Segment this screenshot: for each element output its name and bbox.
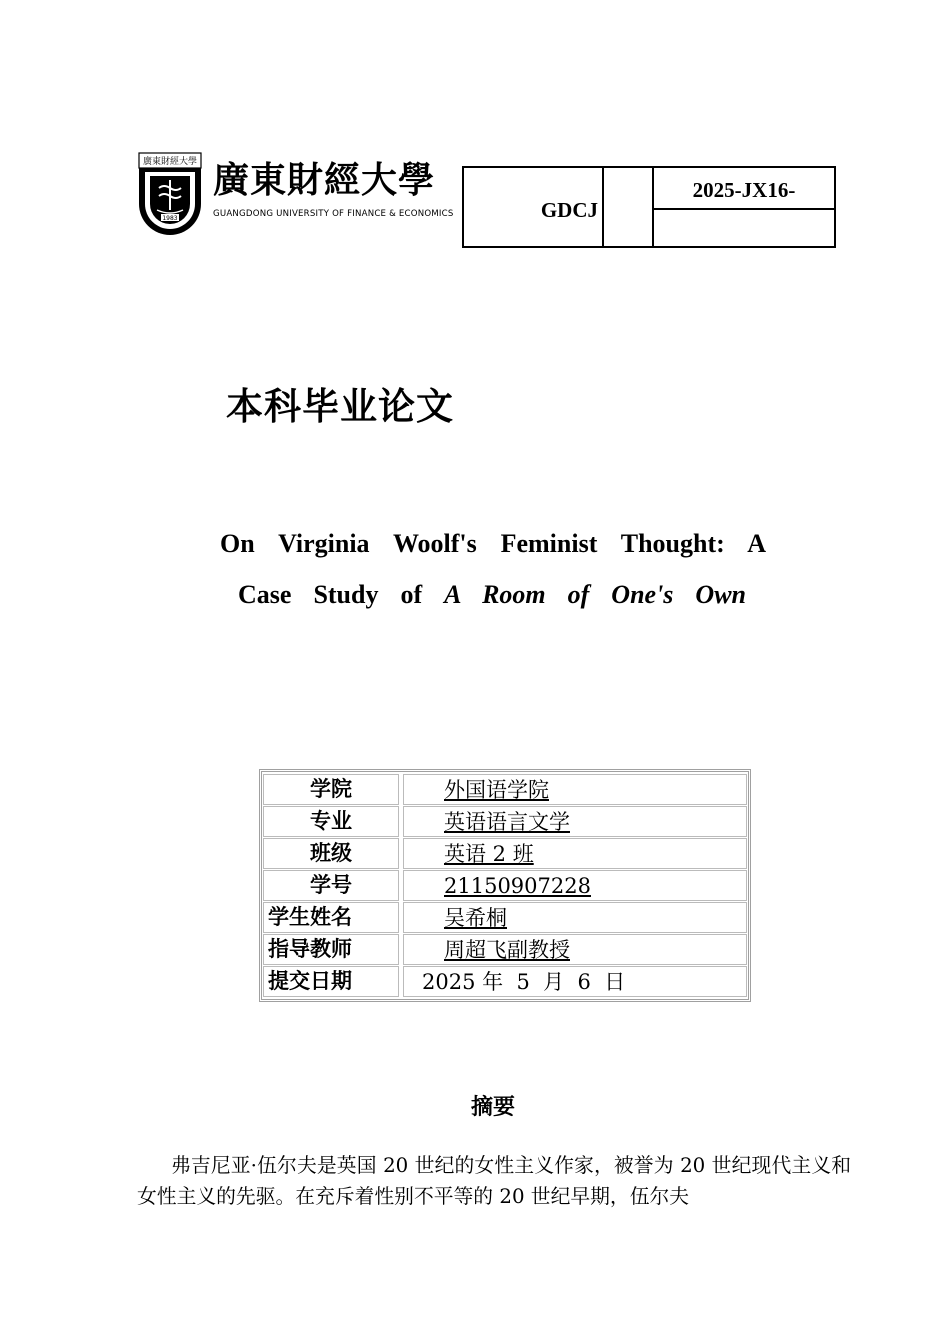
- table-row: [263, 902, 747, 933]
- thesis-title-line2-plain: Case Study of: [238, 580, 423, 609]
- code-prefix: GDCJ: [540, 198, 598, 222]
- info-value: 吴希桐: [403, 902, 747, 933]
- seal-year: 1983: [162, 215, 178, 222]
- document-code-box: [462, 166, 836, 248]
- info-value: 2025 年 5 月 6 日: [403, 966, 747, 997]
- info-value: 英语语言文学: [403, 806, 747, 837]
- thesis-title-line2-italic: A Room of One's Own: [444, 580, 747, 609]
- info-label: 指导教师: [263, 934, 399, 965]
- university-name-en: GUANGDONG UNIVERSITY OF FINANCE & ECONOMICS: [213, 209, 454, 219]
- thesis-title-line1: On Virginia Woolf's Feminist Thought: A: [220, 529, 766, 558]
- table-row: [263, 774, 747, 805]
- code-cell-blank: [604, 168, 654, 246]
- code-cell-prefix: [464, 168, 604, 246]
- info-label: 学生姓名: [263, 902, 399, 933]
- info-label: 学号: [263, 870, 399, 901]
- seal-text: 廣東財經大學: [142, 157, 198, 167]
- info-label: 专业: [263, 806, 399, 837]
- info-label: 提交日期: [263, 966, 399, 997]
- table-row: [263, 966, 747, 997]
- document-type-heading: 本科毕业论文: [226, 385, 454, 428]
- abstract-heading: 摘要: [470, 1095, 515, 1120]
- abstract-body: 弗吉尼亚·伍尔夫是英国 20 世纪的女性主义作家，被誉为 20 世纪现代主义和女性主义的先驱。在充斥着性别不平等的 20 世纪早期，伍尔夫: [137, 1154, 851, 1208]
- code-cell-number: [654, 168, 834, 210]
- thesis-title-line2: [238, 580, 746, 610]
- info-value: 外国语学院: [403, 774, 747, 805]
- university-logo: [137, 152, 463, 242]
- table-row: [263, 870, 747, 901]
- table-row: [263, 838, 747, 869]
- student-info-table: [259, 769, 751, 1002]
- table-row: [263, 806, 747, 837]
- university-seal-icon: [137, 152, 203, 240]
- info-label: 班级: [263, 838, 399, 869]
- code-number: 2025-JX16-: [692, 178, 796, 202]
- table-row: [263, 934, 747, 965]
- info-label: 学院: [263, 774, 399, 805]
- info-value: 21150907228: [403, 870, 747, 901]
- university-name-cn: 廣東財經大學: [213, 159, 436, 201]
- info-value: 英语 2 班: [403, 838, 747, 869]
- info-value: 周超飞副教授: [403, 934, 747, 965]
